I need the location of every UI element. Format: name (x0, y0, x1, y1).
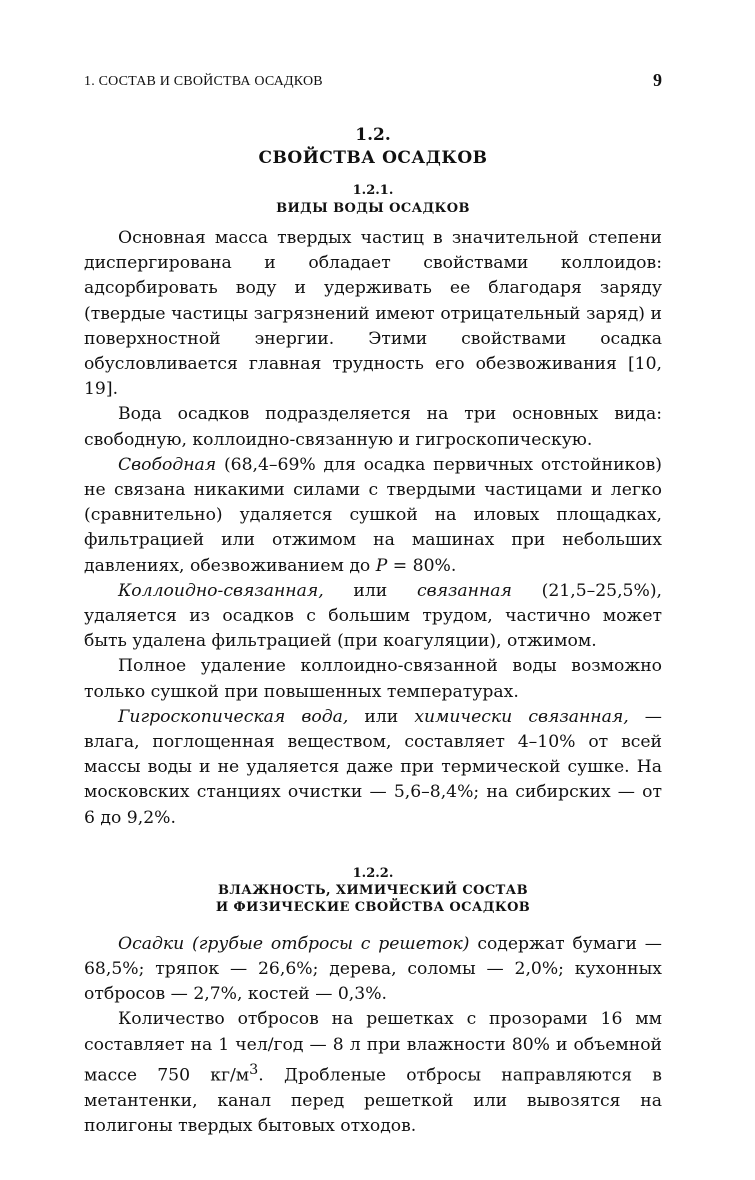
paragraph-text: или (323, 580, 418, 601)
italic-term: Осадки (грубые отбросы с решеток) (118, 933, 470, 954)
formula-variable: P (375, 555, 388, 576)
paragraph-text: — влага, поглощенная веществом, составляет 4–10% от всей массы воды и не удаляется даже при термической сушке. На московских станциях очистки — 5,6–8,4%; на сибирских — от 6 до 9,2%. (84, 706, 662, 828)
subsection-title: ВИДЫ ВОДЫ ОСАДКОВ (276, 201, 470, 216)
running-title: 1. СОСТАВ И СВОЙСТВА ОСАДКОВ (84, 74, 323, 89)
paragraph (84, 932, 662, 1008)
subsection-number: 1.2.2. (352, 865, 394, 881)
section-title: СВОЙСТВА ОСАДКОВ (258, 148, 488, 168)
paragraph (84, 1007, 662, 1139)
page-number: 9 (653, 70, 662, 90)
paragraph-text: = 80%. (387, 555, 457, 576)
section-number: 1.2. (355, 125, 391, 145)
italic-term: Гигроскопическая вода, (118, 706, 349, 727)
paragraph: Вода осадков подразделяется на три основных вида: свободную, коллоидно-связанную и гигроскопическую. (84, 404, 662, 450)
paragraph-text: или (348, 706, 415, 727)
paragraph-text: содержат бумаги — 68,5%; тряпок — 26,6%; дерева, соломы — 2,0%; кухонных отбросов — 2,7%, костей — 0,3%. (84, 933, 662, 1005)
subsection-title-line: ВЛАЖНОСТЬ, ХИМИЧЕСКИЙ СОСТАВ (217, 882, 529, 898)
running-header (84, 64, 662, 98)
paragraph-text: (21,5–25,5%), удаляется из осадков с большим трудом, частично может быть удалена фильтрацией (при коагуляции), отжимом. (84, 580, 662, 652)
italic-term: Коллоидно-связанная, (118, 580, 324, 601)
italic-term: химически связанная, (414, 706, 629, 727)
subsection-title-line: И ФИЗИЧЕСКИЕ СВОЙСТВА ОСАДКОВ (215, 899, 531, 915)
paragraph-text: Количество отбросов на решетках с прозорами 16 мм составляет на 1 чел/год — 8 л при влажности 80% и объемной массе 750 кг/м (84, 1009, 662, 1086)
text-block-2 (84, 932, 662, 1139)
subsection-number: 1.2.1. (352, 183, 394, 198)
text-block-1 (84, 226, 662, 831)
paragraph-text: (68,4–69% для осадка первичных отстойников) не связана никакими силами с твердыми частицами и легко (сравнительно) удаляется сушкой на иловых площадках, фильтрацией или отжимом на машинах при небольших давлениях, обезвоживанием до (84, 454, 662, 576)
italic-term: Свободная (118, 454, 217, 475)
italic-term: связанная (417, 580, 512, 601)
superscript: 3 (249, 1061, 259, 1078)
paragraph (84, 579, 662, 655)
paragraph: Полное удаление коллоидно-связанной воды возможно только сушкой при повышенных температурах. (84, 656, 662, 702)
paragraph-text: . Дробленые отбросы направляются в метантенки, канал перед решеткой или вывозятся на полигоны твердых бытовых отходов. (84, 1065, 662, 1137)
paragraph (84, 705, 662, 831)
book-page (84, 64, 662, 1139)
paragraph (84, 453, 662, 579)
paragraph: Основная масса твердых частиц в значительной степени диспергирована и обладает свойствами коллоидов: адсорбировать воду и удерживать ее благодаря заряду (твердые частицы загрязнений имеют отрицательный заряд) и поверхностной энергии. Этими свойствами осадка обусловливается главная трудность его обезвоживания [10, 19]. (84, 228, 662, 400)
